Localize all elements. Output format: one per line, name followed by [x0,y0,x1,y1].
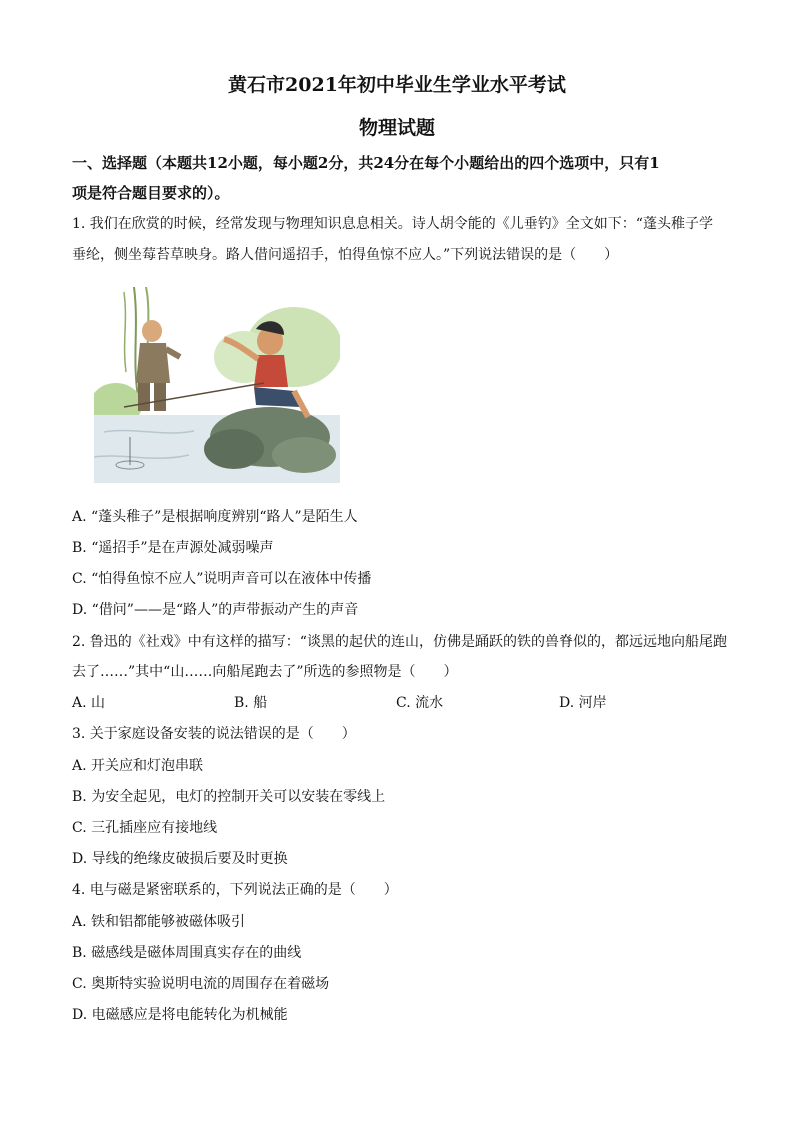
fishing-child-illustration [94,287,340,483]
q1-stem-line-1: 1. 我们在欣赏的时候，经常发现与物理知识息息相关。诗人胡令能的《儿垂钓》全文如下：“蓬头稚子学 [72,216,713,232]
q1-option-b: B. “遥招手”是在声源处减弱噪声 [72,540,274,556]
q4-option-b: B. 磁感线是磁体周围真实存在的曲线 [72,945,302,961]
q2-option-a: A. 山 [72,695,106,711]
q4-option-d: D. 电磁感应是将电能转化为机械能 [72,1007,288,1023]
q3-stem: 3. 关于家庭设备安装的说法错误的是（ ） [72,726,356,742]
q2-stem-line-1: 2. 鲁迅的《社戏》中有这样的描写：“谈黑的起伏的连山，仿佛是踊跃的铁的兽脊似的，都远远地向船尾跑 [72,634,727,650]
q2-option-d: D. 河岸 [559,695,607,711]
q1-option-d: D. “借问”——是“路人”的声带振动产生的声音 [72,602,359,618]
q3-option-d: D. 导线的绝缘皮破损后要及时更换 [72,851,288,867]
section-heading-line-2: 项是符合题目要求的）。 [72,184,230,202]
q2-option-b: B. 船 [234,695,268,711]
q2-stem-line-2: 去了……”其中“山……向船尾跑去了”所选的参照物是（ ） [72,664,458,680]
q1-stem-line-2: 垂纶，侧坐莓苔草映身。路人借问遥招手，怕得鱼惊不应人。”下列说法错误的是（ ） [72,247,619,263]
q3-option-a: A. 开关应和灯泡串联 [72,758,204,774]
q4-option-a: A. 铁和铝都能够被磁体吸引 [72,914,246,930]
q4-stem: 4. 电与磁是紧密联系的，下列说法正确的是（ ） [72,882,398,898]
q1-option-c: C. “怕得鱼惊不应人”说明声音可以在液体中传播 [72,571,372,587]
q2-option-c: C. 流水 [396,695,444,711]
section-heading-line-1: 一、选择题（本题共12小题，每小题2分，共24分在每个小题给出的四个选项中，只有1 [72,154,660,172]
exam-subtitle: 物理试题 [358,117,435,139]
exam-title: 黄石市2021年初中毕业生学业水平考试 [228,74,566,96]
q3-option-b: B. 为安全起见，电灯的控制开关可以安装在零线上 [72,789,386,805]
fishing-child-illustration-image [94,287,340,483]
q3-option-c: C. 三孔插座应有接地线 [72,820,218,836]
q1-option-a: A. “蓬头稚子”是根据响度辨别“路人”是陌生人 [72,509,358,525]
q4-option-c: C. 奥斯特实验说明电流的周围存在着磁场 [72,976,330,992]
